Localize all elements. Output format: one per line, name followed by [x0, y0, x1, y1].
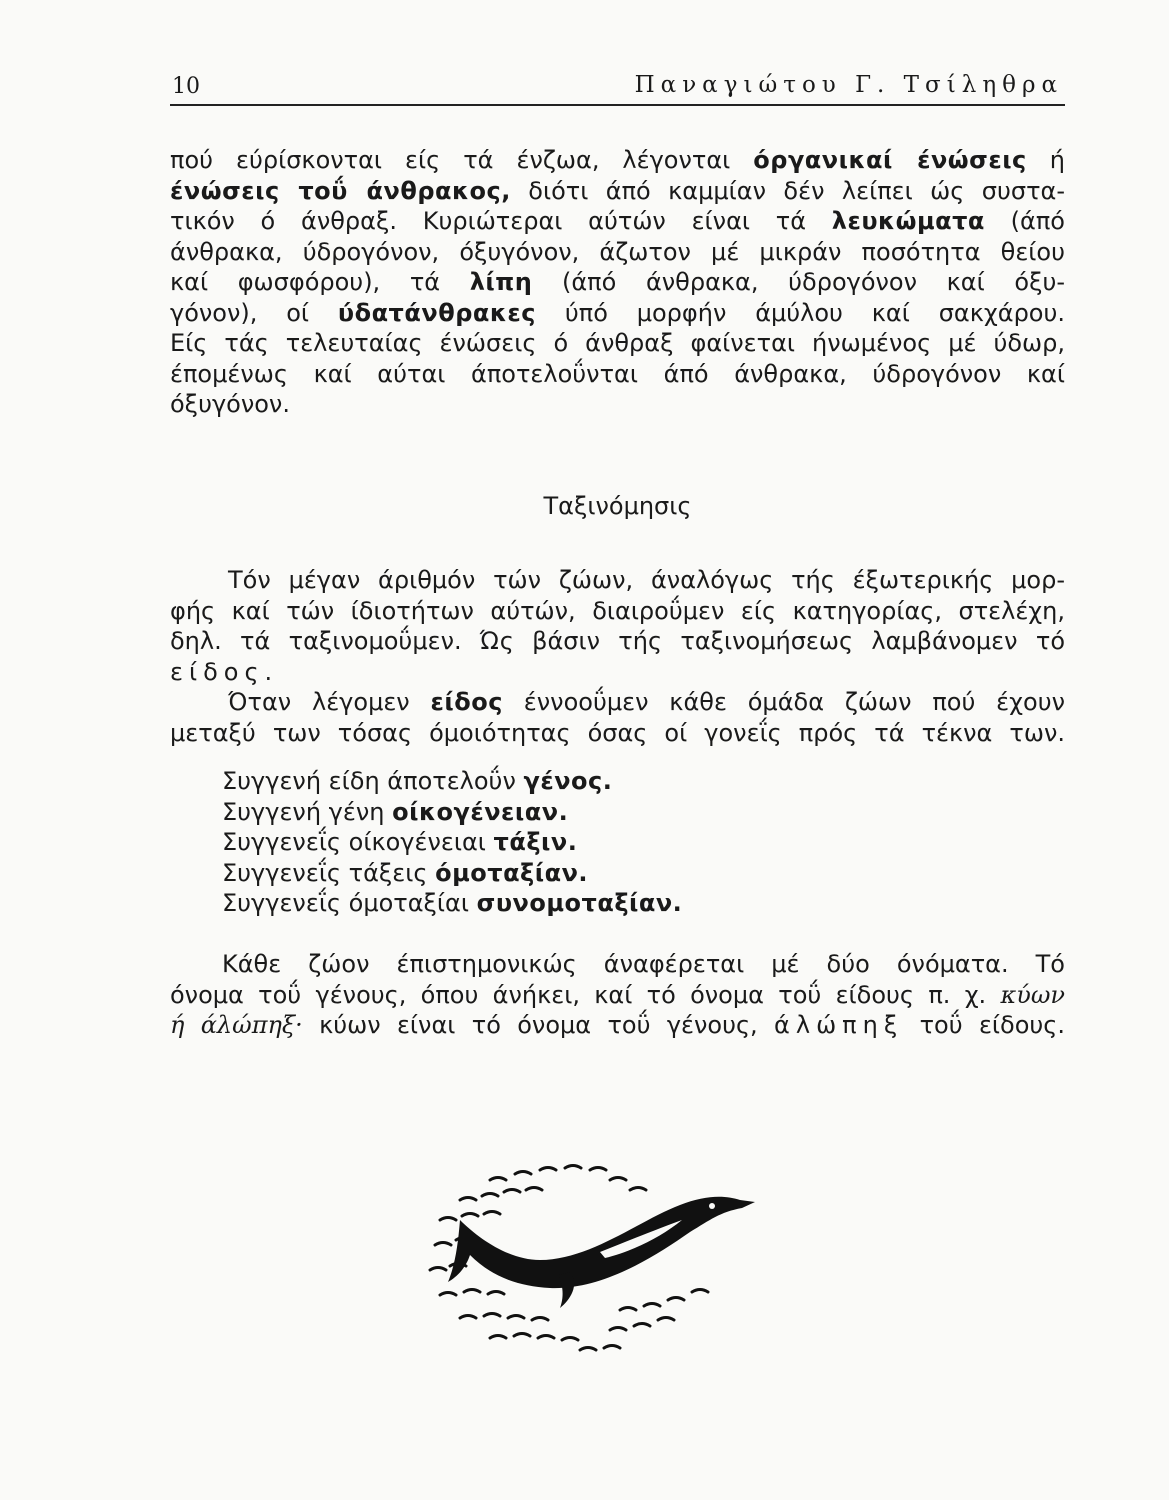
bold-term: γένος.: [523, 767, 613, 795]
text-line: μεταξύ των τόσας όμοιότητας όσας οί γονεΐς πρός τά τέκνα των.: [170, 718, 1065, 747]
text-line: δηλ. τά ταξινομοΰμεν. Ώς βάσιν τής ταξινομήσεως λαμβάνομεν τό: [170, 627, 1065, 655]
section-heading: Ταξινόμησις: [543, 492, 692, 520]
text-line: φής καί τών ίδιοτήτων αύτών, διαιροΰμεν είς κατηγορίας, στελέχη,: [170, 596, 1065, 625]
bold-term: οίκογένειαν.: [392, 797, 569, 826]
running-head: Παναγιώτου Γ. Τσίληθρα: [634, 72, 1063, 98]
text-line: ή άλώπηξ· κύων είναι τό όνομα τοΰ γένους, άλώπηξ τοΰ είδους.: [170, 1011, 1066, 1039]
paragraph-naming: [170, 949, 1065, 1041]
page-number: 10: [172, 74, 200, 99]
list-item: Συγγενεΐς οίκογένειαι τάξιν.: [222, 828, 578, 856]
text-line: Όταν λέγομεν είδος έννοοΰμεν κάθε όμάδα ζώων πού έχουν: [228, 688, 1065, 716]
bold-term: ύδατάνθρακες: [337, 298, 537, 327]
text-line: Κάθε ζώον έπιστημονικώς άναφέρεται μέ δύο όνόματα. Τό: [222, 950, 1065, 978]
page-header: [170, 70, 1065, 106]
bold-term: όμοταξίαν.: [435, 858, 589, 887]
dolphin-fin: [558, 1272, 574, 1308]
bold-term: τάξιν.: [493, 828, 578, 856]
list-item: Συγγενεΐς όμοταξίαι συνομοταξίαν.: [222, 889, 683, 917]
bold-term: λευκώματα: [831, 207, 985, 235]
bold-term: συνομοταξίαν.: [476, 889, 683, 917]
text-line: Είς τάς τελευταίας ένώσεις ό άνθραξ φαίνεται ήνωμένος μέ ύδωρ,: [170, 329, 1065, 357]
list-item: Συγγενή είδη άποτελοΰν γένος.: [222, 767, 613, 795]
bold-term: λίπη: [469, 268, 533, 296]
text-line: όνομα τοΰ γένους, όπου άνήκει, καί τό όνομα τοΰ είδους π. χ. κύων: [170, 980, 1065, 1009]
bold-term: ένώσεις τοΰ άνθρακος,: [170, 176, 511, 205]
text-line: άνθρακα, ύδρογόνον, όξυγόνον, άζωτον μέ μικράν ποσότητα θείου: [170, 237, 1065, 266]
paragraph-organic-compounds: [170, 145, 1065, 420]
text-line: καί φωσφόρου), τά λίπη (άπό άνθρακα, ύδρογόνον καί όξυ-: [170, 268, 1065, 296]
text-line: είδος.: [170, 657, 279, 686]
dolphin-eye: [709, 1203, 715, 1209]
text-line: ένώσεις τοΰ άνθρακος, διότι άπό καμμίαν δέν λείπει ώς συστα-: [170, 176, 1065, 205]
bold-term: όργανικαί ένώσεις: [753, 146, 1027, 174]
text-line: τικόν ό άνθραξ. Κυριώτεραι αύτών είναι τά λευκώματα (άπό: [170, 207, 1065, 235]
text-line: Τόν μέγαν άριθμόν τών ζώων, άναλόγως τής έξωτερικής μορ-: [228, 566, 1065, 594]
text-line: έπομένως καί αύται άποτελοΰνται άπό άνθρακα, ύδρογόνον καί: [170, 359, 1065, 388]
dolphin-illustration: [420, 1160, 770, 1360]
taxonomy-list: [170, 766, 1065, 919]
italic-term: ή άλώπηξ·: [170, 1011, 303, 1039]
italic-term: κύων: [1000, 980, 1065, 1009]
text-line: όξυγόνον.: [170, 390, 290, 418]
list-item: Συγγενεΐς τάξεις όμοταξίαν.: [222, 858, 589, 887]
paragraph-classification: [170, 565, 1065, 748]
text-line: γόνον), οί ύδατάνθρακες ύπό μορφήν άμύλου καί σακχάρου.: [170, 298, 1066, 327]
bold-term: είδος: [430, 688, 503, 716]
list-item: Συγγενή γένη οίκογένειαν.: [222, 797, 569, 826]
text-line: πού εύρίσκονται είς τά ένζωα, λέγονται όργανικαί ένώσεις ή: [170, 146, 1065, 174]
